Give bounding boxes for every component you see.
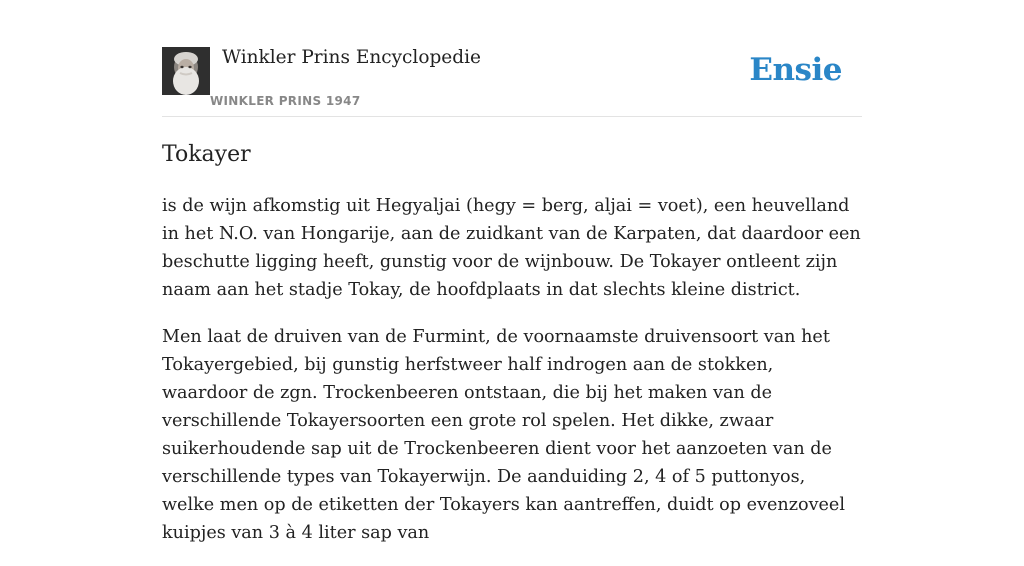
article-page	[162, 0, 862, 543]
source-header	[162, 0, 862, 117]
source-title[interactable]: Winkler Prins Encyclopedie	[222, 47, 481, 68]
source-subtitle: WINKLER PRINS 1947	[210, 94, 361, 108]
bearded-man-portrait-icon	[162, 47, 210, 95]
article-paragraph: is de wijn afkomstig uit Hegyaljai (hegy = berg, aljai = voet), een heuvelland in het N.O. van Hongarije, aan de zuidkant van de Karpaten, dat daardoor een beschutte ligging heeft, gunstig voor de wijnbouw. De Tokayer ontleent zijn naam aan het stadje Tokay, de hoofdplaats in dat slechts kleine district.	[162, 196, 861, 300]
article-paragraph: Men laat de druiven van de Furmint, de voornaamste druivensoort van het Tokayergebied, bij gunstig herfstweer half indrogen aan de stokken, waardoor de zgn. Trockenbeeren ontstaan, die bij het maken van de verschillende Tokayersoorten een grote rol spelen. Het dikke, zwaar suikerhoudende sap uit de Trockenbeeren dient voor het aanzoeten van de verschillende types van Tokayerwijn. De aanduiding 2, 4 of 5 puttonyos, welke men op de etiketten der Tokayers kan aantreffen, duidt op evenzoveel kuipjes van 3 à 4 liter sap van	[162, 327, 845, 543]
article-body	[162, 192, 862, 566]
article-title: Tokayer	[162, 142, 251, 167]
avatar[interactable]	[162, 47, 210, 95]
ensie-logo[interactable]: Ensie	[749, 52, 842, 88]
